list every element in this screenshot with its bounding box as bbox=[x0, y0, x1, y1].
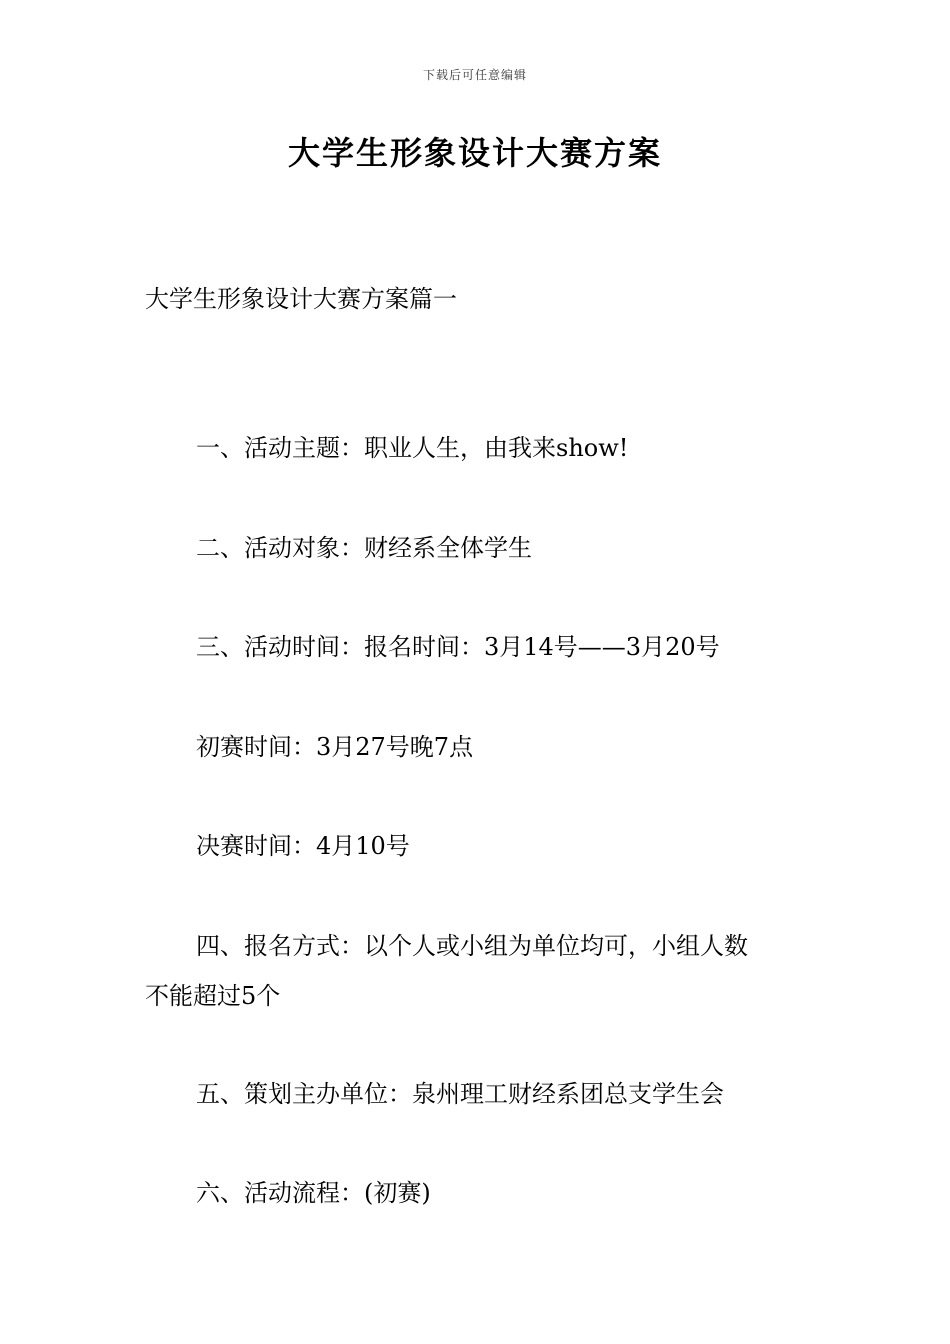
paragraph-organizer: 五、策划主办单位：泉州理工财经系团总支学生会 bbox=[196, 1080, 724, 1108]
document-title: 大学生形象设计大赛方案 bbox=[287, 134, 662, 172]
paragraph-preliminary-time: 初赛时间：3月27号晚7点 bbox=[196, 733, 474, 761]
section-heading: 大学生形象设计大赛方案篇一 bbox=[145, 285, 457, 313]
paragraph-final-time: 决赛时间：4月10号 bbox=[196, 832, 410, 860]
header-note: 下载后可任意编辑 bbox=[422, 68, 527, 82]
paragraph-activity-time: 三、活动时间：报名时间：3月14号——3月20号 bbox=[196, 633, 720, 661]
paragraph-activity-process: 六、活动流程：(初赛) bbox=[196, 1179, 431, 1207]
paragraph-activity-theme: 一、活动主题：职业人生，由我来show! bbox=[196, 434, 629, 462]
paragraph-registration-method: 四、报名方式：以个人或小组为单位均可，小组人数 bbox=[196, 932, 748, 960]
paragraph-registration-method-continued: 不能超过5个 bbox=[145, 982, 281, 1010]
paragraph-activity-target: 二、活动对象：财经系全体学生 bbox=[196, 534, 532, 562]
